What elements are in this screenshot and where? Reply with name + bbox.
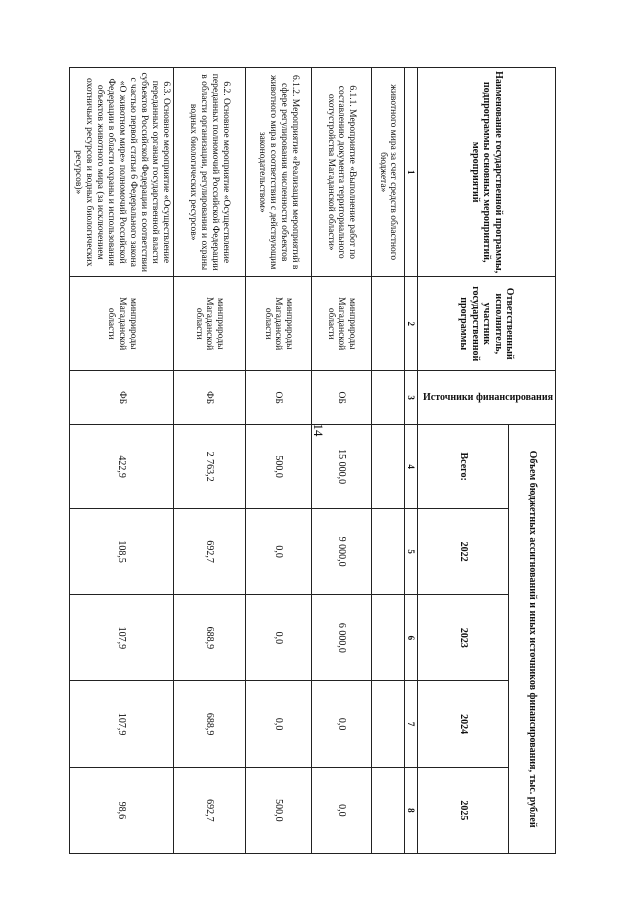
row-total: 500,0 xyxy=(245,425,311,509)
table-row xyxy=(70,68,173,854)
row-source xyxy=(371,371,404,425)
index-cell: 8 xyxy=(404,767,417,853)
row-2025: 0,0 xyxy=(311,767,371,853)
row-responsible: минприроды Магаданской области xyxy=(173,277,245,371)
index-cell: 5 xyxy=(404,509,417,595)
row-total: 15 000,0 xyxy=(311,425,371,509)
row-2023: 6 000,0 xyxy=(311,595,371,681)
row-2024 xyxy=(371,681,404,767)
row-name: 6.3. Основное мероприятие «Осуществление переданных органам государственной власти субъектов Российской Федерации в соответствии с частью первой статьи 6 Федерального закона «О животном мире» полномочий Российской Федерации в области охраны и использования объектов животного мира (за исключением охотничьих ресурсов и водных биологических ресурсов)» xyxy=(70,68,173,277)
financing-table xyxy=(69,67,556,854)
row-2022: 692,7 xyxy=(173,509,245,595)
row-2024: 688,9 xyxy=(173,681,245,767)
row-2025: 98,6 xyxy=(70,767,173,853)
row-name: 6.2. Основное мероприятие «Осуществление переданных полномочий Российской Федерации в области организации, регулирования и охраны водных биологических ресурсов» xyxy=(173,68,245,277)
row-responsible xyxy=(371,277,404,371)
index-cell: 3 xyxy=(404,371,417,425)
index-cell: 7 xyxy=(404,681,417,767)
row-2022: 0,0 xyxy=(245,509,311,595)
page-number: 14 xyxy=(311,423,326,437)
row-total xyxy=(371,425,404,509)
row-2025: 500,0 xyxy=(245,767,311,853)
index-row xyxy=(404,68,417,854)
row-name: животного мира за счет средств областного бюджета» xyxy=(371,68,404,277)
row-total: 2 763,2 xyxy=(173,425,245,509)
index-cell: 6 xyxy=(404,595,417,681)
header-source-text: Источники финансирования xyxy=(423,391,553,403)
row-source: ОБ xyxy=(311,371,371,425)
row-responsible: минприроды Магаданской области xyxy=(245,277,311,371)
row-2022: 108,5 xyxy=(70,509,173,595)
row-2023: 0,0 xyxy=(245,595,311,681)
row-source: ФБ xyxy=(173,371,245,425)
index-cell: 2 xyxy=(404,277,417,371)
index-cell: 1 xyxy=(404,68,417,277)
row-2023 xyxy=(371,595,404,681)
rotated-table-container xyxy=(73,67,556,854)
row-2022: 9 000,0 xyxy=(311,509,371,595)
row-2023: 107,9 xyxy=(70,595,173,681)
header-year-2023: 2023 xyxy=(417,595,509,681)
row-source: ФБ xyxy=(70,371,173,425)
header-year-2022: 2022 xyxy=(417,509,509,595)
header-name: Наименование государственной программы, подпрограммы основных мероприятий, мероприятий xyxy=(417,68,555,277)
header-year-2025: 2025 xyxy=(417,767,509,853)
table-row xyxy=(245,68,311,854)
table-row xyxy=(173,68,245,854)
header-volume: Объем бюджетных ассигнований и иных источников финансирования, тыс. рублей xyxy=(509,425,556,854)
row-name: 6.1.1. Мероприятие «Выполнение работ по составлению документа территориального охотустройства Магаданской области» xyxy=(311,68,371,277)
row-total: 422,9 xyxy=(70,425,173,509)
row-responsible: минприроды Магаданской области xyxy=(70,277,173,371)
table-row xyxy=(371,68,404,854)
row-2023: 688,9 xyxy=(173,595,245,681)
header-source xyxy=(417,371,555,425)
row-name: 6.1.2. Мероприятие «Реализация мероприятий в сфере регулирования численности объектов животного мира в соответствии с действующим законодательством» xyxy=(245,68,311,277)
row-2024: 0,0 xyxy=(311,681,371,767)
row-2022 xyxy=(371,509,404,595)
row-2025: 692,7 xyxy=(173,767,245,853)
row-2024: 0,0 xyxy=(245,681,311,767)
index-cell: 4 xyxy=(404,425,417,509)
row-responsible: минприроды Магаданской области xyxy=(311,277,371,371)
row-2025 xyxy=(371,767,404,853)
header-year-total: Всего: xyxy=(417,425,509,509)
row-source: ОБ xyxy=(245,371,311,425)
header-responsible: Ответственный исполнитель, участник государственной программы xyxy=(417,277,555,371)
row-2024: 107,9 xyxy=(70,681,173,767)
table-row xyxy=(311,68,371,854)
header-year-2024: 2024 xyxy=(417,681,509,767)
